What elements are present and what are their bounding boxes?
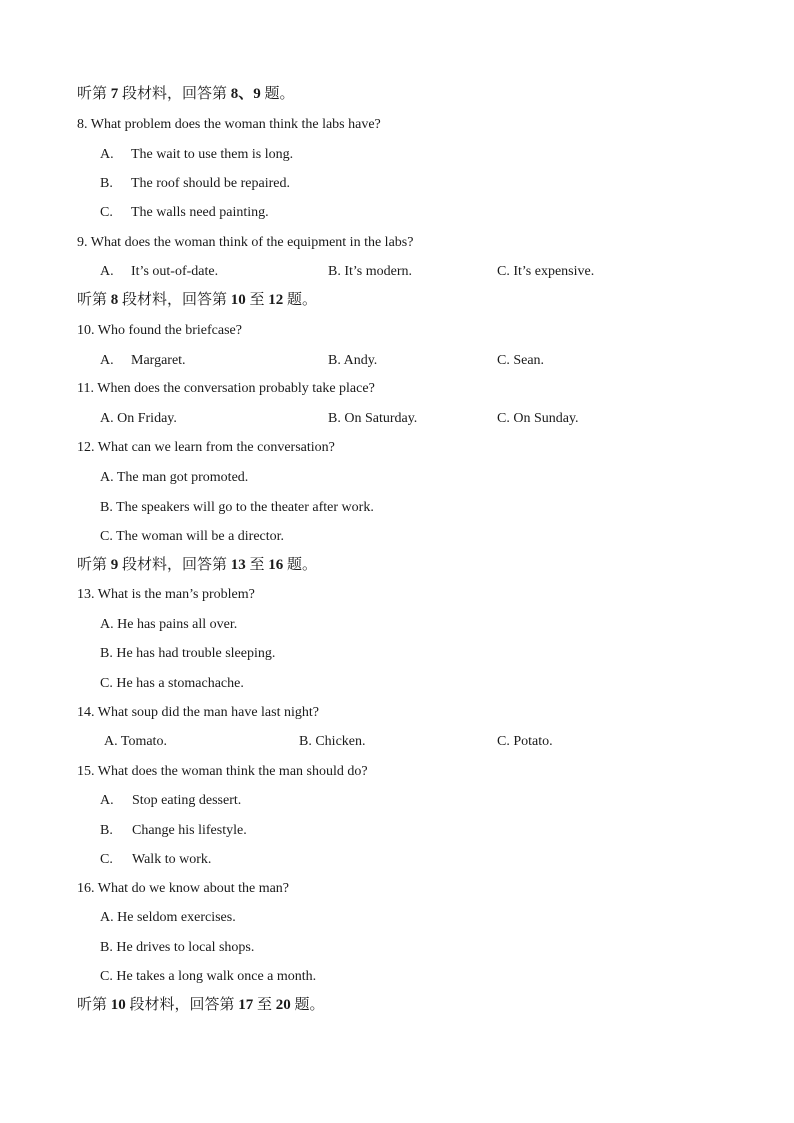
option-text: Margaret.	[131, 353, 186, 368]
option-c: C. It’s expensive.	[497, 264, 595, 279]
option-c: C. On Sunday.	[497, 411, 579, 426]
option-b: B.	[100, 176, 113, 191]
option-a: A. He has pains all over.	[100, 617, 238, 632]
option-a: A.	[100, 353, 114, 368]
section-heading: 听第 8 段材料，回答第 10 至 12 题。	[77, 292, 318, 308]
question-15: 15. What does the woman think the man should do?	[77, 764, 368, 779]
option-text: The wait to use them is long.	[131, 147, 294, 162]
question-13: 13. What is the man’s problem?	[77, 587, 255, 602]
question-14: 14. What soup did the man have last night?	[77, 705, 319, 720]
option-b: B. He has had trouble sleeping.	[100, 646, 276, 661]
option-text: The walls need painting.	[131, 205, 269, 220]
option-text: It’s out-of-date.	[131, 264, 219, 279]
option-b: B.	[100, 823, 113, 838]
option-c: C.	[100, 852, 113, 867]
section-heading: 听第 7 段材料，回答第 8、9 题。	[77, 86, 295, 102]
section-heading: 听第 10 段材料，回答第 17 至 20 题。	[77, 997, 325, 1013]
question-8: 8. What problem does the woman think the labs have?	[77, 117, 381, 132]
option-a: A. On Friday.	[100, 411, 177, 426]
option-b: B. Andy.	[328, 353, 378, 368]
option-a: A.	[100, 793, 114, 808]
question-11: 11. When does the conversation probably take place?	[77, 381, 375, 396]
option-a: A. Tomato.	[104, 734, 167, 749]
option-a: A. He seldom exercises.	[100, 910, 236, 925]
section-heading: 听第 9 段材料，回答第 13 至 16 题。	[77, 557, 318, 573]
option-b: B. The speakers will go to the theater after work.	[100, 500, 374, 515]
option-text: Change his lifestyle.	[132, 823, 247, 838]
option-b: B. He drives to local shops.	[100, 940, 255, 955]
question-12: 12. What can we learn from the conversation?	[77, 440, 335, 455]
option-c: C.	[100, 205, 113, 220]
option-c: C. He has a stomachache.	[100, 676, 244, 691]
option-c: C. The woman will be a director.	[100, 529, 285, 544]
question-16: 16. What do we know about the man?	[77, 881, 290, 896]
option-c: C. He takes a long walk once a month.	[100, 969, 317, 984]
option-b: B. On Saturday.	[328, 411, 418, 426]
option-a: A.	[100, 264, 114, 279]
option-c: C. Potato.	[497, 734, 553, 749]
option-a: A. The man got promoted.	[100, 470, 249, 485]
option-text: Walk to work.	[132, 852, 212, 867]
option-b: B. It’s modern.	[328, 264, 412, 279]
option-b: B. Chicken.	[299, 734, 366, 749]
question-10: 10. Who found the briefcase?	[77, 323, 242, 338]
option-text: The roof should be repaired.	[131, 176, 290, 191]
option-c: C. Sean.	[497, 353, 545, 368]
option-a: A.	[100, 147, 114, 162]
question-9: 9. What does the woman think of the equipment in the labs?	[77, 235, 414, 250]
option-text: Stop eating dessert.	[132, 793, 242, 808]
